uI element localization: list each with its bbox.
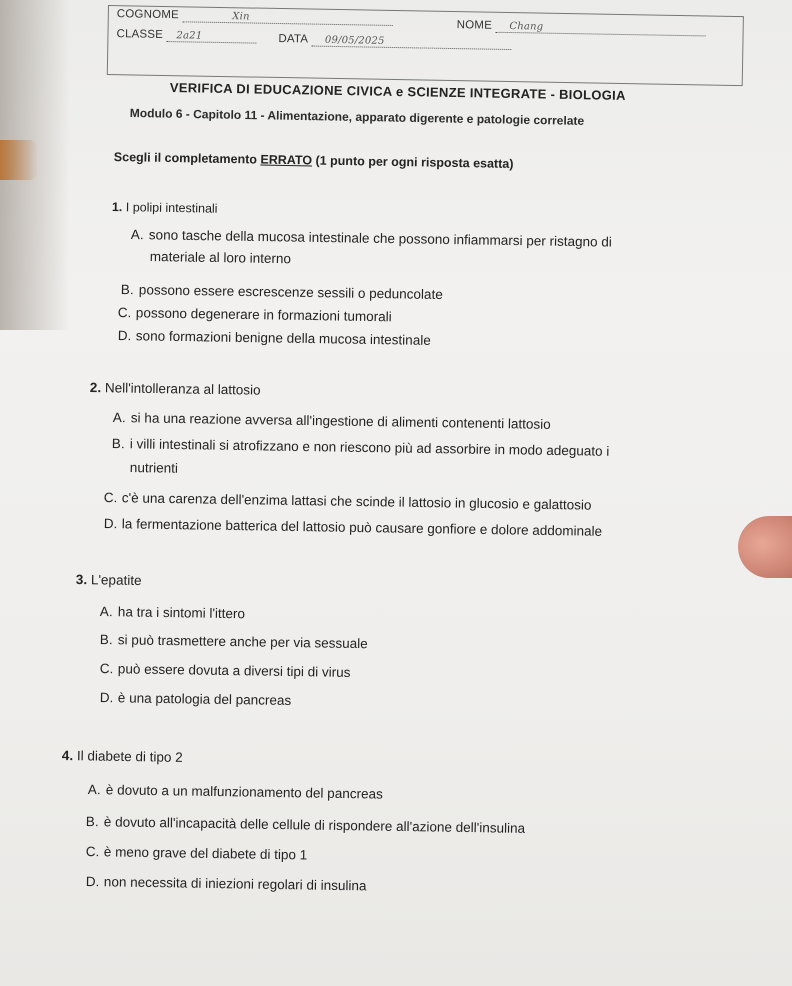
question-3-number: 3. (75, 572, 88, 588)
nome-field (457, 19, 706, 36)
exam-subtitle: Modulo 6 - Capitolo 11 - Alimentazione, apparato digerente e patologie correlate (129, 106, 585, 128)
student-info-box (107, 5, 744, 86)
q2-option-d-text: la fermentazione batterica del lattosio può causare gonfiore e dolore addominale (121, 516, 603, 539)
instructions-underlined: ERRATO (260, 152, 313, 168)
q4-option-d-text: non necessita di iniezioni regolari di insulina (103, 874, 367, 894)
question-1-number: 1. (111, 200, 123, 215)
q1-option-c-text: possono degenerare in formazioni tumorali (135, 305, 392, 325)
nome-handwritten: Chang (509, 21, 544, 33)
q2-option-c-text: c'è una carenza dell'enzima lattasi che scinde il lattosio in glucosio e galattosio (121, 490, 592, 513)
data-handwritten: 09/05/2025 (324, 34, 385, 47)
q4-option-a-text: è dovuto a un malfunzionamento del pancreas (105, 782, 383, 802)
q2-option-c-letter: C. (103, 490, 118, 506)
q2-option-b-text: i villi intestinali si atrofizzano e non riescono più ad assorbire in modo adeguato i (129, 436, 610, 459)
question-1-title (112, 200, 218, 216)
q1-option-c-letter: C. (117, 305, 132, 321)
instructions-before: Scegli il completamento (113, 150, 261, 167)
cognome-handwritten: Xin (232, 11, 250, 23)
q3-option-a (100, 604, 245, 621)
q1-option-a-letter: A. (130, 227, 144, 243)
q4-option-c-text: è meno grave del diabete di tipo 1 (103, 844, 308, 863)
instructions-after: (1 punto per ogni risposta esatta) (311, 153, 514, 171)
q2-option-d-letter: D. (103, 516, 118, 532)
q4-option-a-letter: A. (87, 782, 101, 798)
question-2-number: 2. (89, 380, 102, 396)
classe-handwritten: 2a21 (176, 30, 203, 42)
q4-option-b-text: è dovuto all'incapacità delle cellule di rispondere all'azione dell'insulina (103, 814, 526, 836)
question-2-title (90, 380, 261, 398)
question-1-text: I polipi intestinali (125, 200, 218, 216)
q2-option-a-letter: A. (112, 410, 126, 426)
q3-option-d (100, 690, 292, 708)
question-3-title (76, 572, 142, 588)
q3-option-c-letter: C. (99, 661, 114, 677)
q2-option-b-continuation: nutrienti (129, 460, 179, 476)
cognome-field (117, 8, 393, 26)
q3-option-d-text: è una patologia del pancreas (117, 690, 292, 709)
q1-option-a-text: sono tasche della mucosa intestinale che possono infiammarsi per ristagno di (148, 227, 612, 250)
q3-option-b-letter: B. (99, 632, 113, 648)
nome-line (495, 20, 705, 37)
q1-option-b-letter: B. (120, 282, 134, 298)
nome-label: NOME (456, 19, 493, 32)
q3-option-a-text: ha tra i sintomi l'ittero (117, 604, 246, 622)
question-2-text: Nell'intolleranza al lattosio (104, 380, 261, 398)
cognome-line (182, 9, 392, 26)
finger-photo-artifact (738, 516, 792, 578)
q3-option-b-text: si può trasmettere anche per via sessuale (117, 632, 368, 652)
q1-option-d-text: sono formazioni benigne della mucosa intestinale (135, 328, 431, 348)
q4-option-d-letter: D. (85, 874, 100, 890)
cognome-label: COGNOME (116, 8, 180, 22)
desk-edge (0, 140, 38, 180)
q3-option-a-letter: A. (99, 604, 113, 620)
question-3-text: L'epatite (90, 572, 142, 589)
data-label: DATA (278, 32, 308, 46)
q3-option-d-letter: D. (99, 690, 114, 706)
q2-option-b-letter: B. (111, 436, 125, 452)
classe-field (116, 28, 256, 43)
question-4-title (62, 748, 183, 765)
q2-option-a-text: si ha una reazione avversa all'ingestione di alimenti contenenti lattosio (130, 410, 551, 432)
q1-option-a-continuation: materiale al loro interno (149, 249, 292, 267)
question-4-text: Il diabete di tipo 2 (76, 748, 183, 765)
data-line (311, 34, 511, 50)
classe-line (166, 29, 256, 44)
q4-option-b-letter: B. (85, 814, 99, 830)
q1-option-b-text: possono essere escrescenze sessili o peduncolate (138, 282, 443, 303)
q4-option-c-letter: C. (85, 844, 100, 860)
question-4-number: 4. (61, 748, 74, 764)
q3-option-c-text: può essere dovuta a diversi tipi di virus (117, 661, 351, 680)
classe-label: CLASSE (116, 28, 164, 41)
exam-title: VERIFICA DI EDUCAZIONE CIVICA e SCIENZE INTEGRATE - BIOLOGIA (169, 80, 626, 103)
q1-option-d-letter: D. (117, 328, 132, 344)
data-field (278, 33, 511, 50)
